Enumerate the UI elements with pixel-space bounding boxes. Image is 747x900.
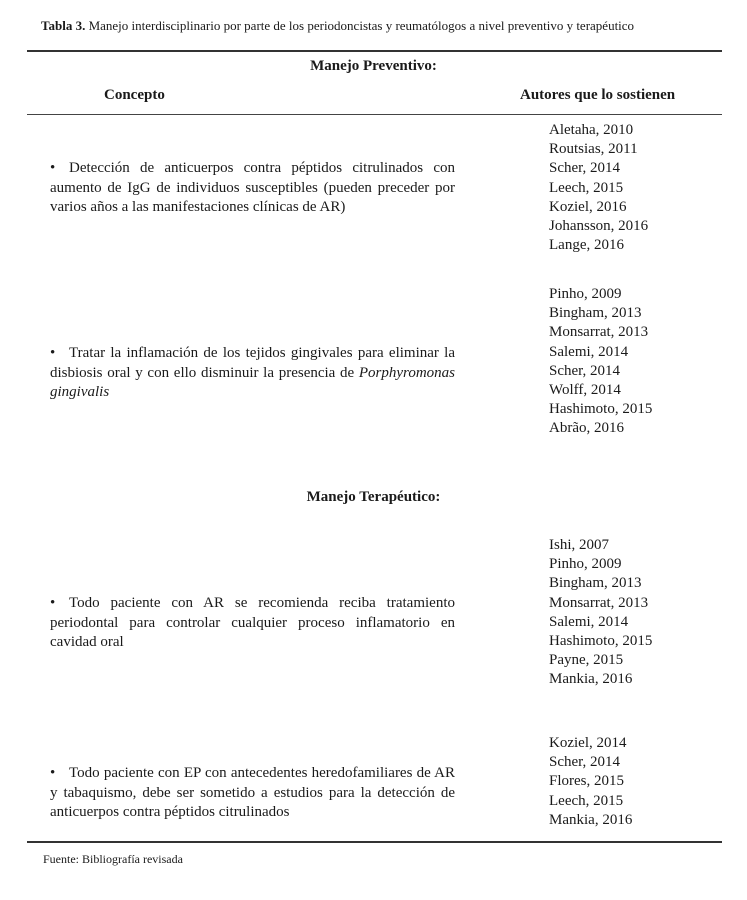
author-item: Salemi, 2014 bbox=[549, 343, 629, 360]
bottom-rule bbox=[27, 841, 722, 843]
bullet-icon: • bbox=[50, 345, 56, 361]
author-item: Pinho, 2009 bbox=[549, 286, 622, 302]
concept-text: Detección de anticuerpos contra péptidos citrulinados con aumento de IgG de individuos susceptibles (pueden preceder por varios años a las manifestaciones clínicas de AR) bbox=[50, 160, 455, 215]
concept-cell bbox=[50, 594, 455, 653]
author-item: Scher, 2014 bbox=[549, 754, 621, 771]
concept-text: Todo paciente con AR se recomienda reciba tratamiento periodontal para controlar cualquier proceso inflamatorio en cavidad oral bbox=[50, 595, 455, 650]
author-item: Bingham, 2013 bbox=[549, 305, 642, 322]
header-rule bbox=[27, 114, 722, 115]
author-item: Mankia, 2016 bbox=[549, 811, 633, 828]
author-item: Hashimoto, 2015 bbox=[549, 633, 653, 650]
author-item: Payne, 2015 bbox=[549, 652, 624, 669]
source-note: Fuente: Bibliografía revisada bbox=[43, 852, 183, 866]
author-item: Monsarrat, 2013 bbox=[549, 594, 649, 611]
author-item: Scher, 2014 bbox=[549, 160, 621, 177]
author-item: Pinho, 2009 bbox=[549, 556, 622, 573]
concept-cell bbox=[50, 344, 455, 403]
author-item: Flores, 2015 bbox=[549, 773, 624, 790]
section-title-preventive: Manejo Preventivo: bbox=[310, 58, 437, 74]
author-item: Abrão, 2016 bbox=[549, 420, 624, 437]
concept-cell bbox=[50, 764, 455, 823]
author-item: Aletaha, 2010 bbox=[549, 122, 634, 138]
caption-text: Manejo interdisciplinario por parte de los periodoncistas y reumatólogos a nivel preventivo y terapéutico bbox=[88, 18, 635, 33]
author-item: Ishi, 2007 bbox=[549, 537, 609, 553]
author-item: Mankia, 2016 bbox=[549, 671, 633, 688]
bullet-icon: • bbox=[50, 765, 56, 781]
author-item: Koziel, 2014 bbox=[549, 735, 627, 751]
author-item: Salemi, 2014 bbox=[549, 613, 629, 630]
section-title-therapeutic: Manejo Terapéutico: bbox=[306, 489, 441, 505]
caption-label: Tabla 3. bbox=[41, 18, 86, 33]
concept-text: Tratar la inflamación de los tejidos gingivales para eliminar la disbiosis oral y con ello disminuir la presencia de bbox=[50, 345, 455, 381]
author-item: Wolff, 2014 bbox=[549, 382, 621, 399]
concept-cell bbox=[50, 159, 455, 218]
author-item: Leech, 2015 bbox=[549, 792, 624, 809]
author-item: Routsias, 2011 bbox=[549, 141, 638, 158]
author-item: Scher, 2014 bbox=[549, 362, 621, 379]
author-item: Hashimoto, 2015 bbox=[549, 401, 653, 418]
table-caption bbox=[41, 18, 634, 34]
author-item: Johansson, 2016 bbox=[549, 218, 649, 235]
author-item: Leech, 2015 bbox=[549, 179, 624, 196]
author-item: Koziel, 2016 bbox=[549, 198, 627, 215]
authors-cell bbox=[549, 285, 652, 439]
column-header-authors: Autores que lo sostienen bbox=[520, 87, 676, 103]
bullet-icon: • bbox=[50, 160, 56, 176]
concept-italic-text: Porphyromonas gingivalis bbox=[50, 364, 455, 400]
concept-text: Todo paciente con EP con antecedentes heredofamiliares de AR y tabaquismo, debe ser sometido a estudios para la detección de anticuerpos contra péptidos citrulinados bbox=[50, 765, 455, 820]
author-item: Lange, 2016 bbox=[549, 237, 624, 254]
author-item: Bingham, 2013 bbox=[549, 575, 642, 592]
authors-cell bbox=[549, 121, 648, 255]
authors-cell bbox=[549, 536, 652, 690]
authors-cell bbox=[549, 734, 632, 830]
top-rule bbox=[27, 50, 722, 52]
bullet-icon: • bbox=[50, 595, 56, 611]
column-header-concept: Concepto bbox=[104, 87, 165, 103]
author-item: Monsarrat, 2013 bbox=[549, 324, 649, 341]
